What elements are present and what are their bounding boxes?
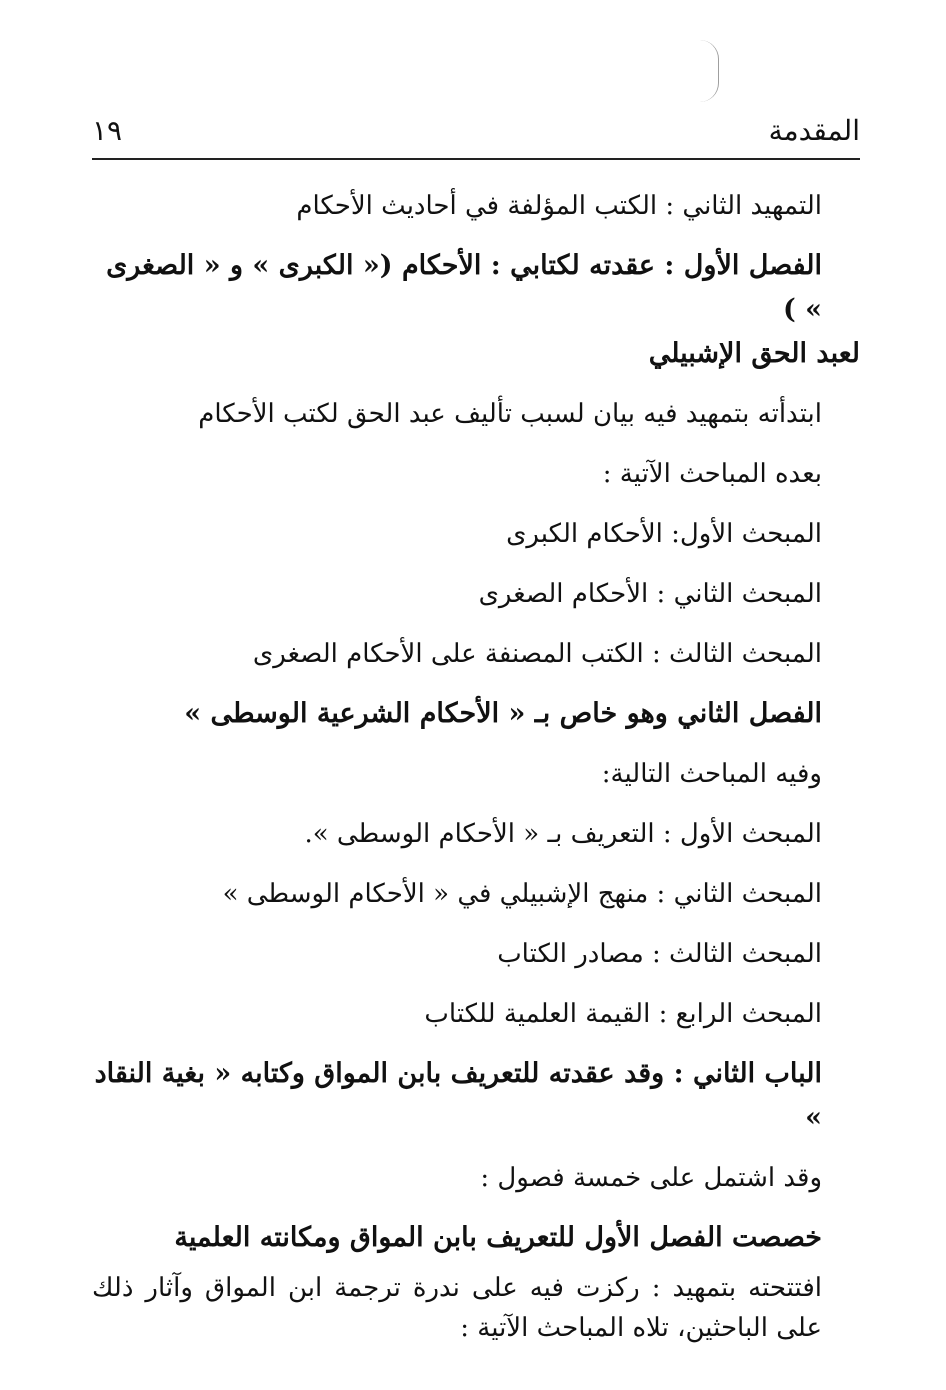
text-line: ابتدأته بتمهيد فيه بيان لسبب تأليف عبد الحق لكتب الأحكام: [198, 399, 822, 429]
text-line: التمهيد الثاني : الكتب المؤلفة في أحاديث الأحكام: [296, 191, 822, 221]
text-line: المبحث الثاني : الأحكام الصغرى: [478, 579, 822, 609]
text-line: بعده المباحث الآتية :: [602, 459, 822, 489]
running-title: المقدمة: [768, 114, 860, 147]
text-line: المبحث الرابع : القيمة العلمية للكتاب: [424, 999, 822, 1029]
text-line: وقد اشتمل على خمسة فصول :: [480, 1163, 822, 1193]
section-heading: الفصل الثاني وهو خاص بـ « الأحكام الشرعية الوسطى »: [184, 698, 822, 729]
section-heading: خصصت الفصل الأول للتعريف بابن المواق ومكانته العلمية: [174, 1222, 822, 1253]
page-body: [92, 176, 860, 1348]
text-line: المبحث الأول: الأحكام الكبرى: [506, 519, 822, 549]
page-header: [92, 108, 860, 160]
heading-line-continued: لعبد الحق الإشبيلي: [648, 338, 860, 369]
text-line: المبحث الثاني : منهج الإشبيلي في « الأحكام الوسطى »: [222, 879, 822, 909]
text-line: المبحث الثالث : الكتب المصنفة على الأحكام الصغرى: [252, 639, 822, 669]
text-line: وفيه المباحث التالية:: [601, 759, 822, 789]
heading-line: الفصل الأول : عقدته لكتابي : الأحكام (« الكبرى » و « الصغرى » ): [106, 250, 822, 325]
section-heading: الباب الثاني : وقد عقدته للتعريف بابن المواق وكتابه « بغية النقاد »: [94, 1058, 822, 1133]
text-line: المبحث الأول : التعريف بـ « الأحكام الوسطى ».: [304, 819, 822, 849]
paragraph: افتتحته بتمهيد : ركزت فيه على ندرة ترجمة ابن المواق وآثار ذلك على الباحثين، تلاه المباحث الآتية :: [92, 1273, 822, 1343]
page-number: ١٩: [92, 114, 123, 147]
scan-edge-mark: [700, 40, 719, 102]
section-heading: [92, 244, 860, 376]
text-line: المبحث الثالث : مصادر الكتاب: [497, 939, 822, 969]
